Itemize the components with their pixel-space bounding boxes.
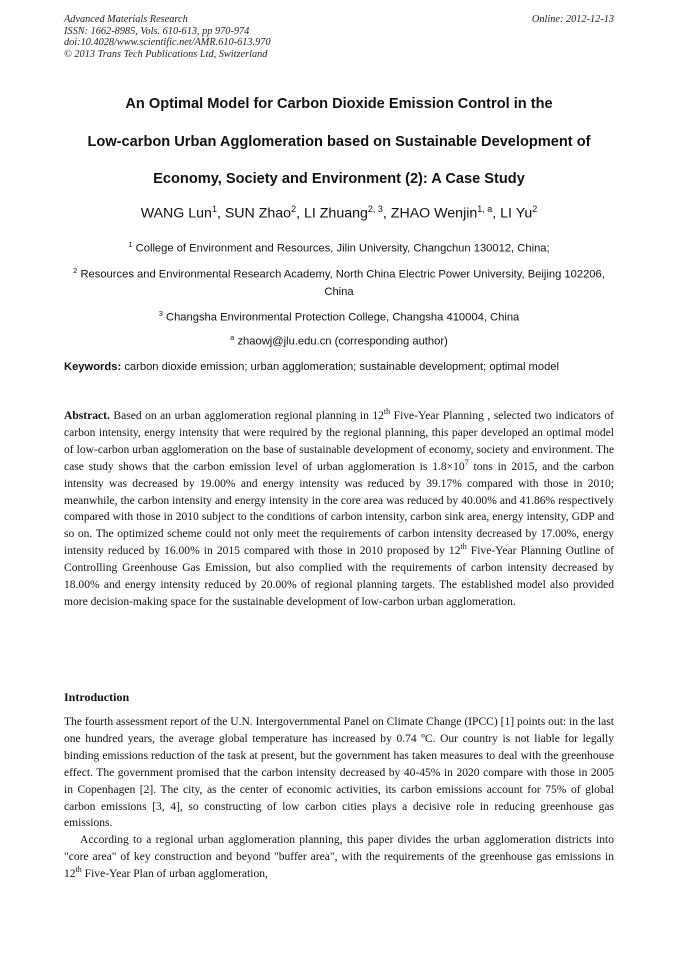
affiliation-mark: 1 (128, 240, 133, 249)
affiliation-2 (62, 262, 616, 301)
superscript: th (460, 542, 467, 552)
email-mark: a (230, 333, 235, 342)
abstract-label: Abstract. (64, 410, 110, 422)
paragraph (64, 832, 614, 883)
keywords-label: Keywords: (64, 361, 122, 373)
affiliation-text: College of Environment and Resources, Jilin University, Changchun 130012, China; (135, 242, 550, 255)
abstract-text: Based on an urban agglomeration regional planning in 12 (113, 410, 384, 422)
superscript: th (75, 865, 82, 875)
author-affil-mark: 1, a (477, 204, 493, 214)
title-line-3: Economy, Society and Environment (2): A Case Study (153, 171, 525, 188)
running-header (64, 14, 614, 60)
title-line-1: An Optimal Model for Carbon Dioxide Emission Control in the (125, 96, 553, 112)
title-line-2: Low-carbon Urban Agglomeration based on Sustainable Development of (87, 133, 591, 150)
affiliation-1 (58, 236, 620, 258)
author-list (40, 199, 638, 224)
author-separator: , (296, 205, 304, 222)
affiliation-mark: 3 (158, 309, 163, 318)
author-name: SUN Zhao (224, 205, 292, 222)
superscript: 7 (464, 457, 469, 467)
introduction-body (64, 714, 614, 883)
journal-name: Advanced Materials Research (64, 14, 188, 25)
copyright-line: © 2013 Trans Tech Publications Ltd, Switzerland (64, 48, 268, 60)
author-name: ZHAO Wenjin (390, 205, 478, 222)
author-name: LI Yu (500, 205, 533, 222)
author-name: WANG Lun (140, 205, 212, 222)
author-affil-mark: 2, 3 (367, 204, 383, 214)
section-heading: Introduction (64, 690, 130, 704)
paragraph: The fourth assessment report of the U.N. Intergovernmental Panel on Climate Change (IPCC) [1] points out: in the last one hundred years, the average global temperature has increased by 0.74 ºC. Our country is not liable for legally binding emissions reduction of the task at present, but the government has taken measures to deal with the greenhouse effect. The government promised that the carbon intensity decreased by 40-45% in 2020 compare with those in 2005 in Copenhagen [2]. The city, as the center of economic activities, its carbon emissions account for 75% of global carbon emissions [3, 4], so constructing of low carbon cities plays a decisive role in reducing greenhouse gas emissions. (64, 716, 614, 830)
author-separator: , (382, 205, 391, 222)
author-affil-mark: 2 (532, 204, 538, 214)
author-affil-mark: 1 (211, 204, 217, 214)
abstract-text: Five-Year Planning , selected two indicators of carbon intensity, energy intensity that were required by the regional planning, this paper developed an optimal model of low-carbon urban agglomeration on the base of sustainable development of economy, society and environment. The case study shows that the carbon emission level of urban agglomeration is 1.8×10 (64, 410, 614, 473)
online-date: Online: 2012-12-13 (531, 14, 614, 25)
keywords (64, 359, 614, 376)
affiliation-3 (58, 305, 620, 327)
email-text: zhaowj@jlu.edu.cn (corresponding author) (237, 335, 448, 348)
doi-line: doi:10.4028/www.scientific.net/AMR.610-613.970 (64, 37, 271, 49)
affiliation-mark: 2 (73, 266, 78, 275)
paragraph-text: According to a regional urban agglomeration planning, this paper divides the urban agglomeration districts into "core area" of key construction and beyond "buffer area", with the requirements of the greenhouse gas emissions in 12 (64, 834, 614, 881)
abstract-text: Five-Year Planning Outline of Controlling Greenhouse Gas Emission, but also complied with the requirements of carbon intensity decreased by 18.00% and energy intensity reduced by 20.00% of regional planning targets. The established model also provided more decision-making space for the sustainable development of low-carbon urban agglomeration. (64, 545, 614, 608)
author-separator: , (216, 205, 225, 222)
author-name: LI Zhuang (303, 205, 368, 222)
corresponding-email (58, 329, 620, 351)
abstract (64, 408, 614, 611)
paper-title (40, 86, 638, 199)
superscript: th (383, 407, 391, 417)
affiliation-text: Changsha Environmental Protection College, Changsha 410004, China (166, 311, 520, 324)
issn-line: ISSN: 1662-8985, Vols. 610-613, pp 970-974 (64, 25, 250, 37)
abstract-text: tons in 2015, and the carbon intensity was decreased by 19.00% and energy intensity was reduced by 39.17% compared with those in 2010; meanwhile, the carbon intensity and energy intensity in the core area was reduced by 40.00% and 41.86% respectively compared with those in 2010 subject to the conditions of carbon intensity, carbon sink area, energy intensity, GDP and so on. The optimized scheme could not only meet the requirements of carbon intensity decreased by 17.00%, energy intensity reduced by 16.00% in 2015 compared with those in 2010 proposed by 12 (64, 460, 614, 558)
paragraph-text: Five-Year Plan of urban agglomeration, (84, 868, 268, 881)
affiliation-text: Resources and Environmental Research Academy, North China Electric Power University, Beijing 102206, China (80, 268, 605, 298)
author-separator: , (492, 205, 501, 222)
author-affil-mark: 2 (291, 204, 297, 214)
keywords-text: carbon dioxide emission; urban agglomeration; sustainable development; optimal model (124, 361, 560, 373)
